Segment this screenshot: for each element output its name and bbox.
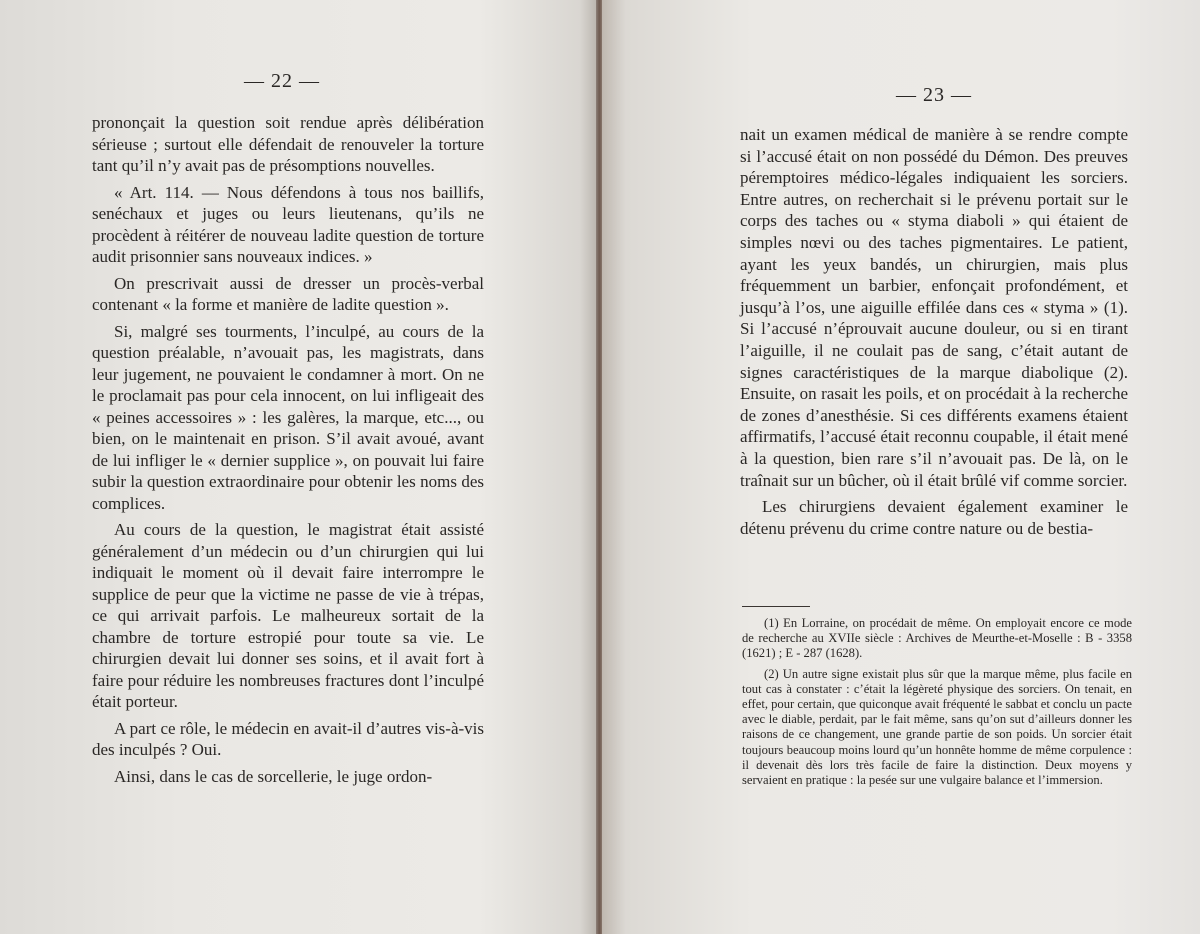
page-number-left: — 22 — bbox=[244, 70, 320, 92]
footnote: (2) Un autre signe existait plus sûr que la marque même, plus facile en tout cas à constater : c’était la légèreté physique des sorciers. On tenait, en effet, pour certain, que quiconque avait fréquenté le sabbat et conclu un pacte avec le diable, perdait, par le fait même, sans qu’on sut d’ailleurs donner les raisons de ce changement, une grande partie de son poids. Un sorcier était toujours beaucoup moins lourd qu’un honnête homme de même corpulence : il devenait dès lors très facile de faire la distinction. Deux moyens y servaient en pratique : la pesée sur une vulgaire balance et l’immersion. bbox=[742, 666, 1133, 788]
paragraph: « Art. 114. — Nous défendons à tous nos baillifs, senéchaux et juges ou leurs lieutenans, qu’ils ne procèdent à réitérer de nouveau ladite question de torture audit prisonnier sans nouveaux indices. » bbox=[92, 182, 484, 266]
footnote-separator bbox=[742, 606, 810, 607]
left-page bbox=[0, 0, 598, 934]
paragraph: nait un examen médical de manière à se rendre compte si l’accusé était on non possédé du Démon. Des preuves péremptoires médico-légales indiquaient les sorciers. Entre autres, on recherchait si le prévenu portait sur le corps des taches ou « styma diaboli » qui étaient de simples nœvi ou des taches pigmentaires. Le patient, ayant les yeux bandés, un chirurgien, mais plus fréquemment un barbier, enfonçait profondément, et jusqu’à l’os, une aiguille effilée dans ces « styma » (1). Si l’accusé n’éprouvait aucune douleur, ou si en tirant l’aiguille, il ne coulait pas de sang, c’était autant de signes caractéristiques de la marque diabolique (2). Ensuite, on rasait les poils, et on procédait à la recherche de zones d’anesthésie. Si ces différents examens étaient affirmatifs, l’accusé était reconnu coupable, il était mené à la question, bien rare s’il n’avouait pas. De là, on le traînait sur un bûcher, où il était brûlé vif comme sorcier. bbox=[740, 125, 1128, 490]
paragraph: Au cours de la question, le magistrat était assisté généralement d’un médecin ou d’un chirurgien qui lui indiquait le moment où il devait faire interrompre le supplice de peur que la victime ne passe de vie à trépas, ce qui arrivait parfois. Le malheureux sortait de la chambre de torture estropié pour toute sa vie. Le chirurgien devait lui donner ses soins, et il avait fort à faire pour réduire les nombreuses fractures dont l’inculpé était porteur. bbox=[92, 520, 484, 711]
paragraph: Ainsi, dans le cas de sorcellerie, le juge ordon- bbox=[114, 766, 433, 786]
left-page-body bbox=[92, 112, 484, 787]
paragraph: Les chirurgiens devaient également examiner le détenu prévenu du crime contre nature ou de bestia- bbox=[740, 497, 1128, 538]
paragraph: On prescrivait aussi de dresser un procès-verbal contenant « la forme et manière de ladite question ». bbox=[92, 273, 484, 314]
right-page-body bbox=[740, 124, 1128, 539]
page-number-right: — 23 — bbox=[896, 84, 972, 106]
paragraph: prononçait la question soit rendue après délibération sérieuse ; surtout elle défendait de renouveler la torture tant qu’il n’y avait pas de présomptions nouvelles. bbox=[92, 113, 484, 175]
paragraph: Si, malgré ses tourments, l’inculpé, au cours de la question préalable, n’avouait pas, les magistrats, dans leur jugement, ne pouvaient le condamner à mort. On ne le proclamait pas pour cela innocent, on lui infligeait des « peines accessoires » : les galères, la marque, etc..., ou bien, on le maintenait en prison. S’il avait avoué, avant de lui infliger le « dernier supplice », on pouvait lui faire subir la question extraordinaire pour obtenir les noms des complices. bbox=[92, 321, 484, 513]
footnote: (1) En Lorraine, on procédait de même. On employait encore ce mode de recherche au XVIIe siècle : Archives de Meurthe-et-Moselle : B - 3358 (1621) ; E - 287 (1628). bbox=[742, 616, 1132, 661]
footnotes bbox=[742, 616, 1132, 793]
paragraph: A part ce rôle, le médecin en avait-il d’autres vis-à-vis des inculpés ? Oui. bbox=[92, 718, 484, 759]
